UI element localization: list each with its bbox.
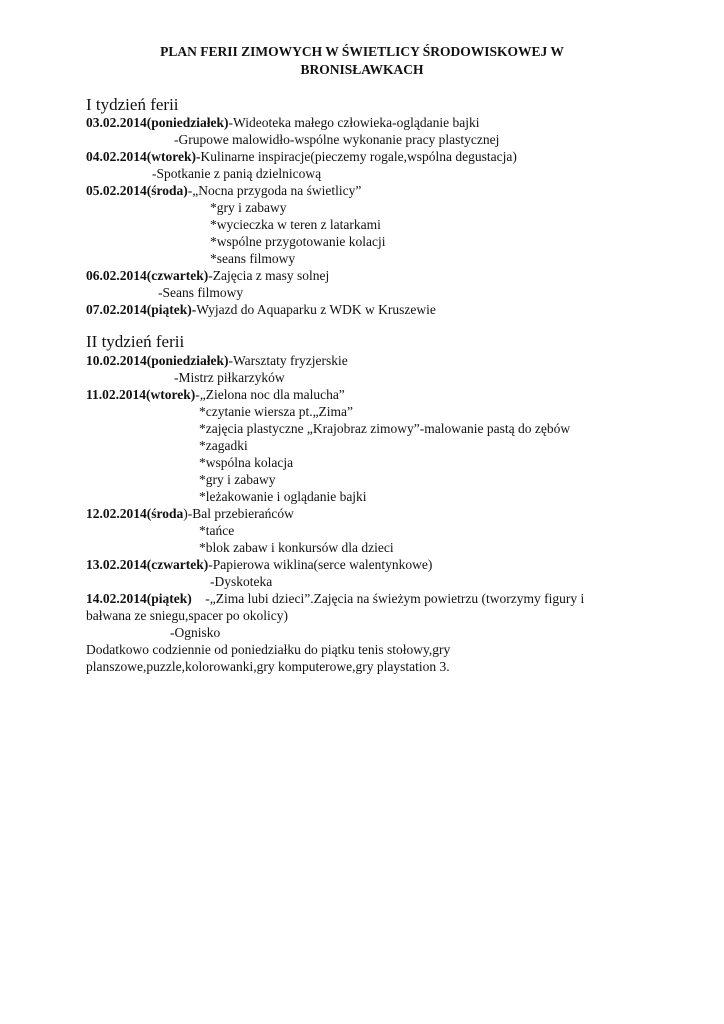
week-1-day-5-text: Wyjazd do Aquaparku z WDK w Kruszewie [196,302,436,317]
week-1-day-5 [86,301,436,318]
week-2-day-4 [86,556,432,573]
week-2-day-2-activity-1: *czytanie wiersza pt.„Zima” [199,404,354,419]
week-2-day-1-activity: -Mistrz piłkarzyków [174,370,285,385]
week-2-day-4-date: 13.02.2014(czwartek) [86,557,209,572]
week-1-day-2-activity: -Spotkanie z panią dzielnicową [152,166,322,181]
week-2-day-2-date: 11.02.2014(wtorek) [86,387,196,402]
week-1-day-3-activity-2: *wycieczka w teren z latarkami [210,217,381,232]
week-1-day-1 [86,114,480,131]
additional-info-line-2: planszowe,puzzle,kolorowanki,gry komputerowe,gry playstation 3. [86,659,450,674]
week-2-day-3 [86,505,294,522]
week-2-day-5-date: 14.02.2014(piątek) [86,591,192,606]
week-1-day-4-date: 06.02.2014(czwartek) [86,268,209,283]
week-1-day-2-date: 04.02.2014(wtorek)- [86,149,201,164]
week-1-day-1-date: 03.02.2014(poniedziałek) [86,115,229,130]
week-2-day-1 [86,352,348,369]
week-1-day-1-activity: -Grupowe malowidło-wspólne wykonanie pracy plastycznej [174,132,500,147]
week-2-day-1-date: 10.02.2014(poniedziałek) [86,353,229,368]
week-2-day-3-activity-2: *blok zabaw i konkursów dla dzieci [199,540,394,555]
week-2-day-4-activity: -Dyskoteka [210,574,273,589]
week-2-day-2-activity-3: *zagadki [199,438,248,453]
week-2-day-3-date: 12.02.2014(środa [86,506,184,521]
week-1-day-3-text: -„Nocna przygoda na świetlicy” [187,183,362,198]
week-1-heading: I tydzień ferii [86,95,179,114]
week-1-day-4 [86,267,329,284]
additional-info-line-1: Dodatkowo codziennie od poniedziałku do piątku tenis stołowy,gry [86,642,451,657]
week-2-day-5-activity: -Ognisko [170,625,221,640]
week-1-day-3-activity-4: *seans filmowy [210,251,296,266]
week-1-day-3 [86,182,361,199]
week-1-day-2-text: Kulinarne inspiracje(pieczemy rogale,wspólna degustacja) [200,149,517,164]
week-2-day-5 [86,590,584,607]
week-1-day-3-date: 05.02.2014(środa) [86,183,188,198]
week-2-day-4-text: -Papierowa wiklina(serce walentynkowe) [208,557,433,572]
week-2-day-3-activity-1: *tańce [199,523,235,538]
week-2-day-5-text: -„Zima lubi dzieci”.Zajęcia na świeżym powietrzu (tworzymy figury i [191,591,585,606]
week-2-day-2-activity-2: *zajęcia plastyczne „Krajobraz zimowy”-malowanie pastą do zębów [199,421,571,436]
week-1-day-5-date: 07.02.2014(piątek)- [86,302,197,317]
week-2-day-2-activity-6: *leżakowanie i oglądanie bajki [199,489,367,504]
document-title-line-2: BRONISŁAWKACH [300,62,424,77]
week-1-day-3-activity-3: *wspólne przygotowanie kolacji [210,234,386,249]
week-2-day-1-text: -Warsztaty fryzjerskie [228,353,348,368]
week-2-day-2 [86,386,345,403]
week-1-day-3-activity-1: *gry i zabawy [210,200,287,215]
week-2-day-2-activity-5: *gry i zabawy [199,472,276,487]
week-1-day-4-text: -Zajęcia z masy solnej [208,268,330,283]
week-2-day-3-text: )-Bal przebierańców [183,506,294,521]
week-1-day-2 [86,148,517,165]
week-2-day-2-text: -„Zielona noc dla malucha” [195,387,345,402]
week-1-day-1-text: -Wideoteka małego człowieka-oglądanie bajki [228,115,480,130]
week-1-day-4-activity: -Seans filmowy [158,285,244,300]
week-2-day-5-text-continued: bałwana ze sniegu,spacer po okolicy) [86,608,289,623]
week-2-day-2-activity-4: *wspólna kolacja [199,455,294,470]
week-2-heading: II tydzień ferii [86,332,185,351]
document-title-line-1: PLAN FERII ZIMOWYCH W ŚWIETLICY ŚRODOWISKOWEJ W [160,44,564,59]
